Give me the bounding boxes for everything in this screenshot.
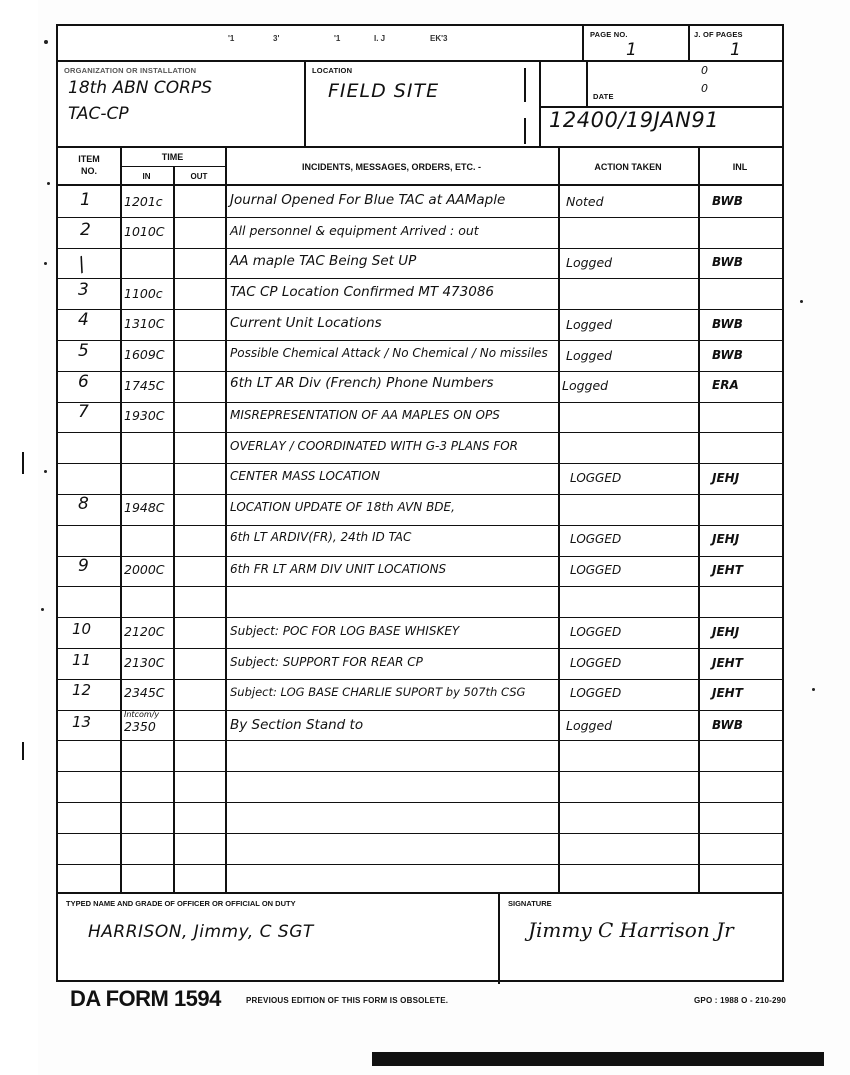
signature-value: Jimmy C Harrison Jr — [528, 918, 734, 942]
row-incident-text: LOCATION UPDATE OF 18th AVN BDE, — [230, 500, 455, 514]
footer-divider — [498, 894, 500, 984]
scan-speck — [44, 262, 47, 265]
location-tick — [524, 68, 526, 102]
row-incident-text: Possible Chemical Attack / No Chemical / No missiles — [230, 346, 548, 360]
row-item-no: 3 — [78, 280, 89, 300]
row-divider — [58, 556, 782, 557]
page-extra-top: 0 — [701, 64, 708, 77]
location-label: LOCATION — [312, 66, 353, 75]
top-fragment: '1 — [228, 34, 235, 43]
row-incident-text: By Section Stand to — [230, 717, 364, 733]
row-divider — [58, 402, 782, 403]
row-divider — [58, 278, 782, 279]
row-time-in: 1948C — [124, 500, 165, 515]
signature-block — [58, 892, 782, 982]
header-time: TIME — [161, 152, 184, 162]
scan-speck — [800, 300, 803, 303]
row-time-in: 2130C — [124, 655, 165, 670]
top-fragment: 3' — [273, 34, 280, 43]
row-divider — [58, 217, 782, 218]
row-incident-text: TAC CP Location Confirmed MT 473086 — [230, 284, 494, 300]
row-incident-text: Subject: SUPPORT FOR REAR CP — [230, 655, 423, 669]
row-divider — [58, 248, 782, 249]
row-divider — [58, 463, 782, 464]
da-form-1594 — [56, 24, 784, 982]
header-time-in: IN — [142, 172, 151, 181]
row-time-in: 1930C — [124, 408, 165, 423]
row-divider — [58, 494, 782, 495]
form-top-strip — [58, 26, 782, 62]
page-no-value: 1 — [626, 40, 637, 60]
of-pages-label: J. OF PAGES — [694, 30, 743, 39]
row-time-in: 2120C — [124, 624, 165, 639]
col-divider — [173, 186, 175, 892]
scan-speck — [812, 688, 815, 691]
row-initials: BWB — [712, 718, 743, 732]
row-incident-text: OVERLAY / COORDINATED WITH G-3 PLANS FOR — [230, 439, 519, 453]
row-incident-text: CENTER MASS LOCATION — [230, 469, 380, 483]
row-divider — [58, 740, 782, 741]
row-initials: JEHJ — [712, 625, 740, 639]
organization-cell[interactable] — [58, 62, 306, 148]
row-divider — [58, 586, 782, 587]
row-divider — [58, 833, 782, 834]
row-item-no: 6 — [78, 372, 89, 392]
page-box-divider — [688, 26, 690, 62]
row-action-taken: LOGGED — [570, 563, 622, 577]
row-time-in: 1201c — [124, 194, 163, 209]
scan-speck — [47, 182, 50, 185]
organization-value-line2: TAC-CP — [68, 104, 129, 124]
row-incident-text: Current Unit Locations — [230, 315, 382, 331]
row-incident-text: AA maple TAC Being Set UP — [230, 253, 417, 269]
top-fragment: I. J — [374, 34, 386, 43]
page-no-label: PAGE NO. — [590, 30, 628, 39]
row-action-taken: Noted — [566, 194, 604, 209]
row-time-note: Intcom/y — [124, 710, 160, 719]
row-action-taken: Logged — [566, 255, 613, 270]
row-divider — [58, 802, 782, 803]
row-incident-text: 6th LT AR Div (French) Phone Numbers — [230, 375, 494, 391]
row-item-no: 7 — [78, 402, 89, 422]
col-divider — [558, 186, 560, 892]
row-item-no: 5 — [78, 341, 89, 361]
gpo-note: GPO : 1988 O - 210-290 — [693, 996, 786, 1005]
row-item-no: 11 — [72, 651, 92, 669]
row-action-taken: LOGGED — [570, 532, 622, 546]
row-incident-text: Journal Opened For Blue TAC at AAMaple — [230, 192, 506, 208]
typed-name-value: HARRISON, Jimmy, C SGT — [88, 922, 314, 942]
scan-speck — [44, 470, 47, 473]
row-divider — [58, 771, 782, 772]
row-divider — [58, 432, 782, 433]
header-item-no-line1: ITEM — [78, 154, 100, 164]
row-incident-text: Subject: POC FOR LOG BASE WHISKEY — [230, 624, 460, 638]
scan-mark — [22, 742, 24, 760]
date-label-divider — [586, 62, 588, 106]
row-initials: JEHJ — [712, 532, 740, 546]
date-label: DATE — [593, 92, 614, 101]
row-divider — [58, 648, 782, 649]
organization-value-line1: 18th ABN CORPS — [68, 78, 212, 98]
row-action-taken: LOGGED — [570, 656, 622, 670]
row-initials: JEHT — [712, 656, 743, 670]
row-item-no: 8 — [78, 494, 89, 514]
row-divider — [58, 371, 782, 372]
row-time-in: 2345C — [124, 685, 165, 700]
row-initials: JEHJ — [712, 471, 740, 485]
previous-edition-note: PREVIOUS EDITION OF THIS FORM IS OBSOLETE. — [246, 996, 449, 1005]
location-tick — [524, 118, 526, 144]
header-item-no-line2: NO. — [80, 166, 97, 176]
time-subheader-divider — [120, 166, 225, 167]
row-item-no: 1 — [80, 190, 91, 210]
row-time-in: 1745C — [124, 378, 165, 393]
row-action-taken: Logged — [566, 348, 613, 363]
row-item-no: 4 — [78, 310, 89, 330]
row-time-in: 2000C — [124, 562, 165, 577]
row-item-no: 10 — [72, 620, 92, 638]
page-number-box — [582, 26, 782, 62]
page-extra-bottom: 0 — [701, 82, 708, 95]
row-item-no: 12 — [72, 681, 92, 699]
row-divider — [58, 679, 782, 680]
row-divider — [58, 525, 782, 526]
row-incident-text: Subject: LOG BASE CHARLIE SUPORT by 507th CSG — [230, 685, 526, 699]
row-initials: JEHT — [712, 686, 743, 700]
row-initials: ERA — [712, 378, 739, 392]
row-incident-text: MISREPRESENTATION OF AA MAPLES ON OPS — [230, 408, 500, 422]
row-divider — [58, 617, 782, 618]
header-row — [58, 62, 782, 148]
row-action-taken: LOGGED — [570, 471, 622, 485]
row-initials: BWB — [712, 317, 743, 331]
row-divider — [58, 864, 782, 865]
of-pages-value: 1 — [730, 40, 741, 60]
journal-rows — [58, 186, 782, 892]
row-action-taken: Logged — [566, 718, 613, 733]
row-item-no: 2 — [80, 220, 91, 240]
row-item-slash: / — [74, 251, 89, 277]
row-item-no: 13 — [72, 713, 92, 731]
row-initials: BWB — [712, 194, 743, 208]
header-incidents: INCIDENTS, MESSAGES, ORDERS, ETC. - — [301, 162, 482, 172]
row-action-taken: LOGGED — [570, 625, 622, 639]
col-divider — [698, 186, 700, 892]
row-incident-text: 6th FR LT ARM DIV UNIT LOCATIONS — [230, 562, 447, 576]
row-time-in: 2350 — [124, 719, 156, 734]
scan-speck — [41, 608, 44, 611]
row-divider — [58, 710, 782, 711]
row-action-taken: LOGGED — [570, 686, 622, 700]
column-header-row — [58, 148, 782, 186]
row-incident-text: All personnel & equipment Arrived : out — [230, 223, 479, 238]
row-divider — [58, 309, 782, 310]
row-time-in: 1100c — [124, 286, 163, 301]
scan-speck — [44, 40, 48, 44]
row-time-in: 1609C — [124, 347, 165, 362]
location-cell[interactable] — [306, 62, 541, 148]
header-initials: INL — [732, 162, 748, 172]
form-identification-line — [56, 986, 786, 1016]
row-time-in: 1310C — [124, 316, 165, 331]
row-item-no: 9 — [78, 556, 89, 576]
row-time-in: 1010C — [124, 224, 165, 239]
scan-bottom-bar — [372, 1052, 824, 1066]
form-number: DA FORM 1594 — [70, 986, 221, 1011]
top-fragment: '1 — [334, 34, 341, 43]
organization-label: ORGANIZATION OR INSTALLATION — [64, 66, 197, 75]
typed-name-label: TYPED NAME AND GRADE OF OFFICER OR OFFICIAL ON DUTY — [66, 899, 296, 908]
date-cell[interactable] — [541, 62, 782, 148]
row-incident-text: 6th LT ARDIV(FR), 24th ID TAC — [230, 530, 412, 544]
signature-label: SIGNATURE — [508, 899, 552, 908]
row-action-taken: Logged — [562, 378, 609, 393]
date-value: 12400/19JAN91 — [549, 108, 720, 132]
location-value: FIELD SITE — [328, 80, 440, 102]
header-action-taken: ACTION TAKEN — [594, 162, 662, 172]
row-initials: JEHT — [712, 563, 743, 577]
col-divider — [225, 186, 227, 892]
scan-mark — [22, 452, 24, 474]
row-divider — [58, 340, 782, 341]
scan-margin — [0, 0, 38, 1075]
row-action-taken: Logged — [566, 317, 613, 332]
col-divider — [120, 186, 122, 892]
row-initials: BWB — [712, 348, 743, 362]
header-time-out: OUT — [190, 172, 208, 181]
row-initials: BWB — [712, 255, 743, 269]
top-fragment: EK'3 — [430, 34, 448, 43]
